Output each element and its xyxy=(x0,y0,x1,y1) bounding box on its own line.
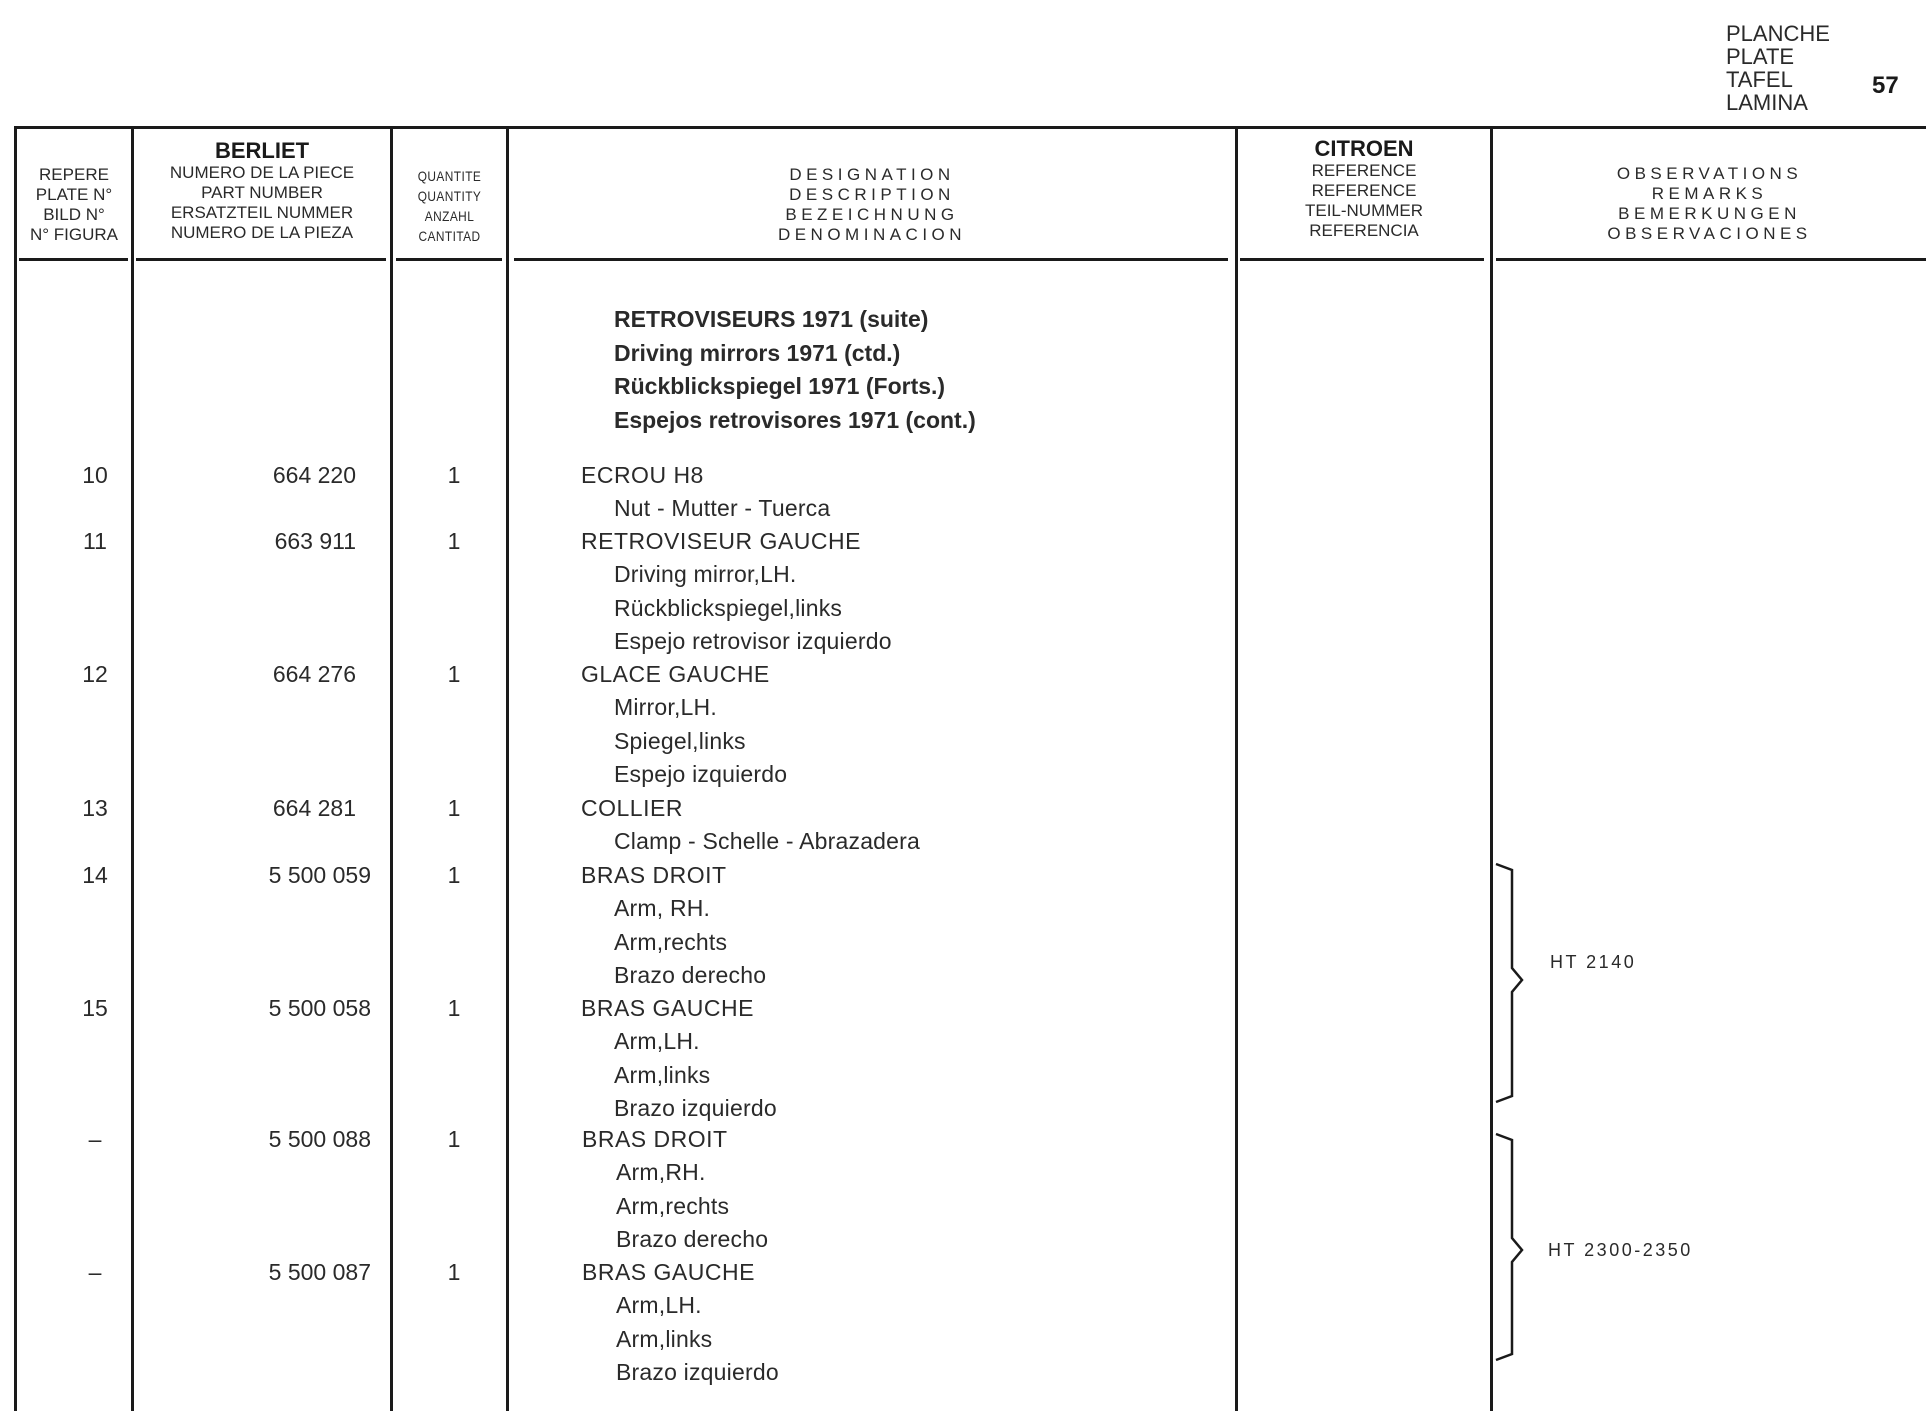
quantity: 1 xyxy=(447,661,461,687)
part-number: 664 276 xyxy=(272,661,356,687)
section-title-line: Espejos retrovisores 1971 (cont.) xyxy=(614,406,976,433)
plate-number: 57 xyxy=(1872,72,1899,99)
header-line: DESCRIPTION xyxy=(789,185,955,204)
header-title: CITROEN xyxy=(1314,136,1414,161)
designation-translation: Espejo retrovisor izquierdo xyxy=(614,628,892,655)
column-divider xyxy=(14,129,17,1411)
quantity: 1 xyxy=(447,462,461,488)
designation-translation: Nut - Mutter - Tuerca xyxy=(614,495,831,522)
section-title xyxy=(614,303,976,437)
designation-translation: Arm,rechts xyxy=(616,1192,730,1219)
observation-note: HT 2300-2350 xyxy=(1548,1240,1693,1260)
header-line: REFERENCE xyxy=(1311,181,1417,200)
designation-translation: Arm,RH. xyxy=(616,1159,706,1186)
column-divider xyxy=(506,129,509,1411)
header-line: BEMERKUNGEN xyxy=(1618,204,1801,223)
header-line: OBSERVACIONES xyxy=(1607,224,1812,243)
quantity: 1 xyxy=(447,1259,461,1285)
header-line: DESIGNATION xyxy=(789,165,955,184)
header-line: REPERE xyxy=(39,165,109,184)
repere-number: – xyxy=(88,1126,102,1152)
header-berliet xyxy=(134,139,390,243)
designation-translation: Spiegel,links xyxy=(614,727,746,754)
header-underline xyxy=(1240,258,1484,261)
repere-number: 11 xyxy=(83,528,107,554)
header-line: REMARKS xyxy=(1651,184,1768,203)
header-line: QUANTITY xyxy=(417,188,482,204)
repere-number: 12 xyxy=(82,661,108,687)
header-underline xyxy=(396,258,502,261)
header-line: QUANTITE xyxy=(417,168,482,184)
header-underline xyxy=(514,258,1228,261)
repere-number: – xyxy=(88,1259,102,1285)
designation-main: ECROU H8 xyxy=(581,462,704,488)
part-number: 5 500 059 xyxy=(268,862,371,888)
section-title-line: Driving mirrors 1971 (ctd.) xyxy=(614,339,901,366)
designation-translation: Arm, RH. xyxy=(614,895,711,922)
designation-main: BRAS GAUCHE xyxy=(582,1259,755,1285)
header-line: ERSATZTEIL NUMMER xyxy=(170,203,354,222)
header-citroen xyxy=(1238,137,1490,241)
header-underline xyxy=(1496,258,1926,261)
designation-main: COLLIER xyxy=(581,795,683,821)
header-line: NUMERO DE LA PIECE xyxy=(169,163,355,182)
part-number: 664 281 xyxy=(272,795,356,821)
header-line: ANZAHL xyxy=(424,208,475,224)
designation-translation: Arm,links xyxy=(614,1061,711,1088)
header-title: BERLIET xyxy=(214,138,310,163)
quantity: 1 xyxy=(447,795,461,821)
header-line: DENOMINACION xyxy=(777,225,967,244)
designation-translation: Brazo izquierdo xyxy=(614,1095,777,1122)
plate-labels xyxy=(1726,22,1830,114)
repere-number: 15 xyxy=(82,995,108,1021)
part-number: 664 220 xyxy=(272,462,356,488)
header-line: N° FIGURA xyxy=(29,225,119,244)
plate-label: PLATE xyxy=(1726,44,1795,69)
designation-main: GLACE GAUCHE xyxy=(581,661,770,687)
designation-translation: Arm,LH. xyxy=(614,1028,700,1055)
observation-note: HT 2140 xyxy=(1550,952,1637,972)
column-divider xyxy=(390,129,393,1411)
designation-translation: Rückblickspiegel,links xyxy=(614,594,843,621)
designation-translation: Arm,LH. xyxy=(616,1292,702,1319)
designation-main: BRAS DROIT xyxy=(582,1126,728,1152)
header-line: NUMERO DE LA PIEZA xyxy=(170,223,354,242)
designation-translation: Brazo derecho xyxy=(614,962,767,989)
plate-label: TAFEL xyxy=(1726,67,1793,92)
header-line: CANTITAD xyxy=(418,228,481,244)
header-line: REFERENCIA xyxy=(1309,221,1419,240)
part-number: 5 500 058 xyxy=(268,995,371,1021)
designation-translation: Clamp - Schelle - Abrazadera xyxy=(614,828,921,855)
plate-label: LAMINA xyxy=(1726,90,1808,115)
quantity: 1 xyxy=(447,862,461,888)
header-line: OBSERVATIONS xyxy=(1616,164,1803,183)
quantity: 1 xyxy=(447,528,461,554)
designation-translation: Espejo izquierdo xyxy=(614,761,788,788)
designation-translation: Brazo derecho xyxy=(616,1226,769,1253)
column-divider xyxy=(131,129,134,1411)
designation-translation: Mirror,LH. xyxy=(614,694,717,721)
header-line: BILD N° xyxy=(43,205,105,224)
table-top-rule xyxy=(14,126,1926,129)
section-title-line: Rückblickspiegel 1971 (Forts.) xyxy=(614,373,946,400)
repere-number: 14 xyxy=(82,862,108,888)
header-designation xyxy=(509,165,1235,245)
plate-label: PLANCHE xyxy=(1726,21,1830,46)
part-number: 5 500 087 xyxy=(268,1259,371,1285)
column-divider xyxy=(1235,129,1238,1411)
header-line: BEZEICHNUNG xyxy=(785,205,959,224)
bracket-icon xyxy=(1494,1130,1534,1366)
repere-number: 10 xyxy=(82,462,108,488)
designation-main: BRAS GAUCHE xyxy=(581,995,754,1021)
header-quantite xyxy=(393,166,506,246)
part-number: 5 500 088 xyxy=(268,1126,371,1152)
part-number: 663 911 xyxy=(274,528,356,554)
header-line: PLATE N° xyxy=(35,185,113,204)
header-line: TEIL-NUMMER xyxy=(1304,201,1424,220)
designation-translation: Arm,links xyxy=(616,1325,713,1352)
designation-main: BRAS DROIT xyxy=(581,862,727,888)
designation-main: RETROVISEUR GAUCHE xyxy=(581,528,861,554)
header-underline xyxy=(136,258,386,261)
header-observations xyxy=(1493,164,1926,244)
header-line: PART NUMBER xyxy=(201,183,323,202)
quantity: 1 xyxy=(447,995,461,1021)
bracket-icon xyxy=(1494,860,1534,1106)
header-underline xyxy=(19,258,128,261)
quantity: 1 xyxy=(447,1126,461,1152)
header-line: REFERENCE xyxy=(1311,161,1417,180)
section-title-line: RETROVISEURS 1971 (suite) xyxy=(614,306,929,332)
designation-translation: Brazo izquierdo xyxy=(616,1359,779,1386)
designation-translation: Driving mirror,LH. xyxy=(614,561,797,588)
repere-number: 13 xyxy=(82,795,108,821)
header-repere xyxy=(17,165,131,245)
designation-translation: Arm,rechts xyxy=(614,928,728,955)
column-divider xyxy=(1490,129,1493,1411)
